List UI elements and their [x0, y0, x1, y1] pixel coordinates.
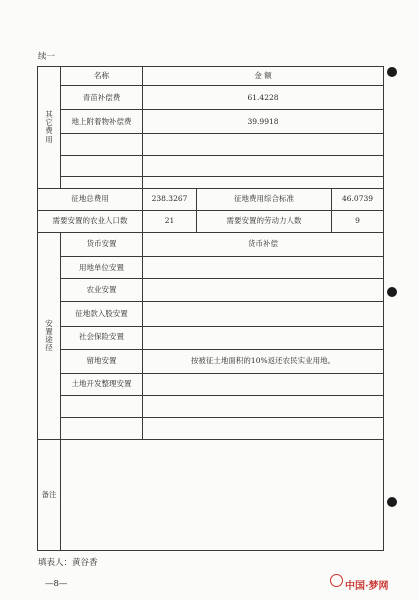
column-header-amount: 金 额 — [143, 67, 384, 86]
other-fees-side-label: 其 它 费 用 — [38, 67, 61, 189]
resettlement-method-cell: 用地单位安置 — [61, 257, 143, 279]
land-acquisition-form-table — [37, 66, 384, 551]
resettlement-detail-cell — [143, 279, 384, 302]
fee-name-cell: 地上附着物补偿费 — [61, 110, 143, 134]
column-header-name: 名称 — [61, 67, 143, 86]
resettlement-detail-cell — [143, 257, 384, 279]
resettlement-method-cell — [61, 395, 143, 417]
resettlement-method-cell — [61, 418, 143, 440]
fee-amount-cell — [143, 134, 384, 155]
remarks-label: 备注 — [38, 440, 61, 551]
binder-hole-icon — [387, 287, 397, 297]
resettlement-method-cell: 土地开发整理安置 — [61, 373, 143, 395]
binder-hole-icon — [387, 497, 397, 507]
watermark-logo-icon — [330, 574, 343, 587]
resettlement-method-cell: 留地安置 — [61, 349, 143, 373]
fee-amount-cell: 61.4228 — [143, 86, 384, 110]
watermark-text: 中国·梦网 — [345, 581, 389, 592]
resettlement-method-cell: 社会保险安置 — [61, 326, 143, 349]
resettlement-detail-cell — [143, 302, 384, 326]
resettlement-method-cell: 征地款入股安置 — [61, 302, 143, 326]
fee-standard-value: 46.0739 — [332, 188, 384, 210]
fee-amount-cell — [143, 155, 384, 176]
fee-amount-cell — [143, 176, 384, 188]
total-fee-label: 征地总费用 — [38, 188, 143, 210]
resettlement-detail-cell: 货币补偿 — [143, 232, 384, 256]
page-number: —8— — [45, 579, 68, 589]
resettlement-method-cell: 农业安置 — [61, 279, 143, 302]
fee-amount-cell: 39.9918 — [143, 110, 384, 134]
resettlement-detail-cell — [143, 395, 384, 417]
labor-count-value: 9 — [332, 210, 384, 232]
fee-name-cell: 青苗补偿费 — [61, 86, 143, 110]
fee-name-cell — [61, 176, 143, 188]
fee-name-cell — [61, 155, 143, 176]
resettlement-detail-cell — [143, 373, 384, 395]
total-fee-value: 238.3267 — [143, 188, 197, 210]
resettlement-method-cell: 货币安置 — [61, 232, 143, 256]
filled-by-label: 填表人：黄谷香 — [38, 558, 98, 568]
resettlement-detail-cell — [143, 418, 384, 440]
resettlement-detail-cell — [143, 326, 384, 349]
continued-label: 续一 — [38, 52, 56, 62]
agri-population-label: 需要安置的农业人口数 — [38, 210, 143, 232]
fee-name-cell — [61, 134, 143, 155]
agri-population-value: 21 — [143, 210, 197, 232]
resettlement-detail-cell: 按被征土地面积的10%返还农民实业用地。 — [143, 349, 384, 373]
remarks-content — [61, 440, 384, 551]
binder-hole-icon — [387, 67, 397, 77]
fee-standard-label: 征地费用综合标准 — [197, 188, 332, 210]
labor-count-label: 需要安置的劳动力人数 — [197, 210, 332, 232]
resettlement-side-label: 安 置 途 径 — [38, 232, 61, 439]
